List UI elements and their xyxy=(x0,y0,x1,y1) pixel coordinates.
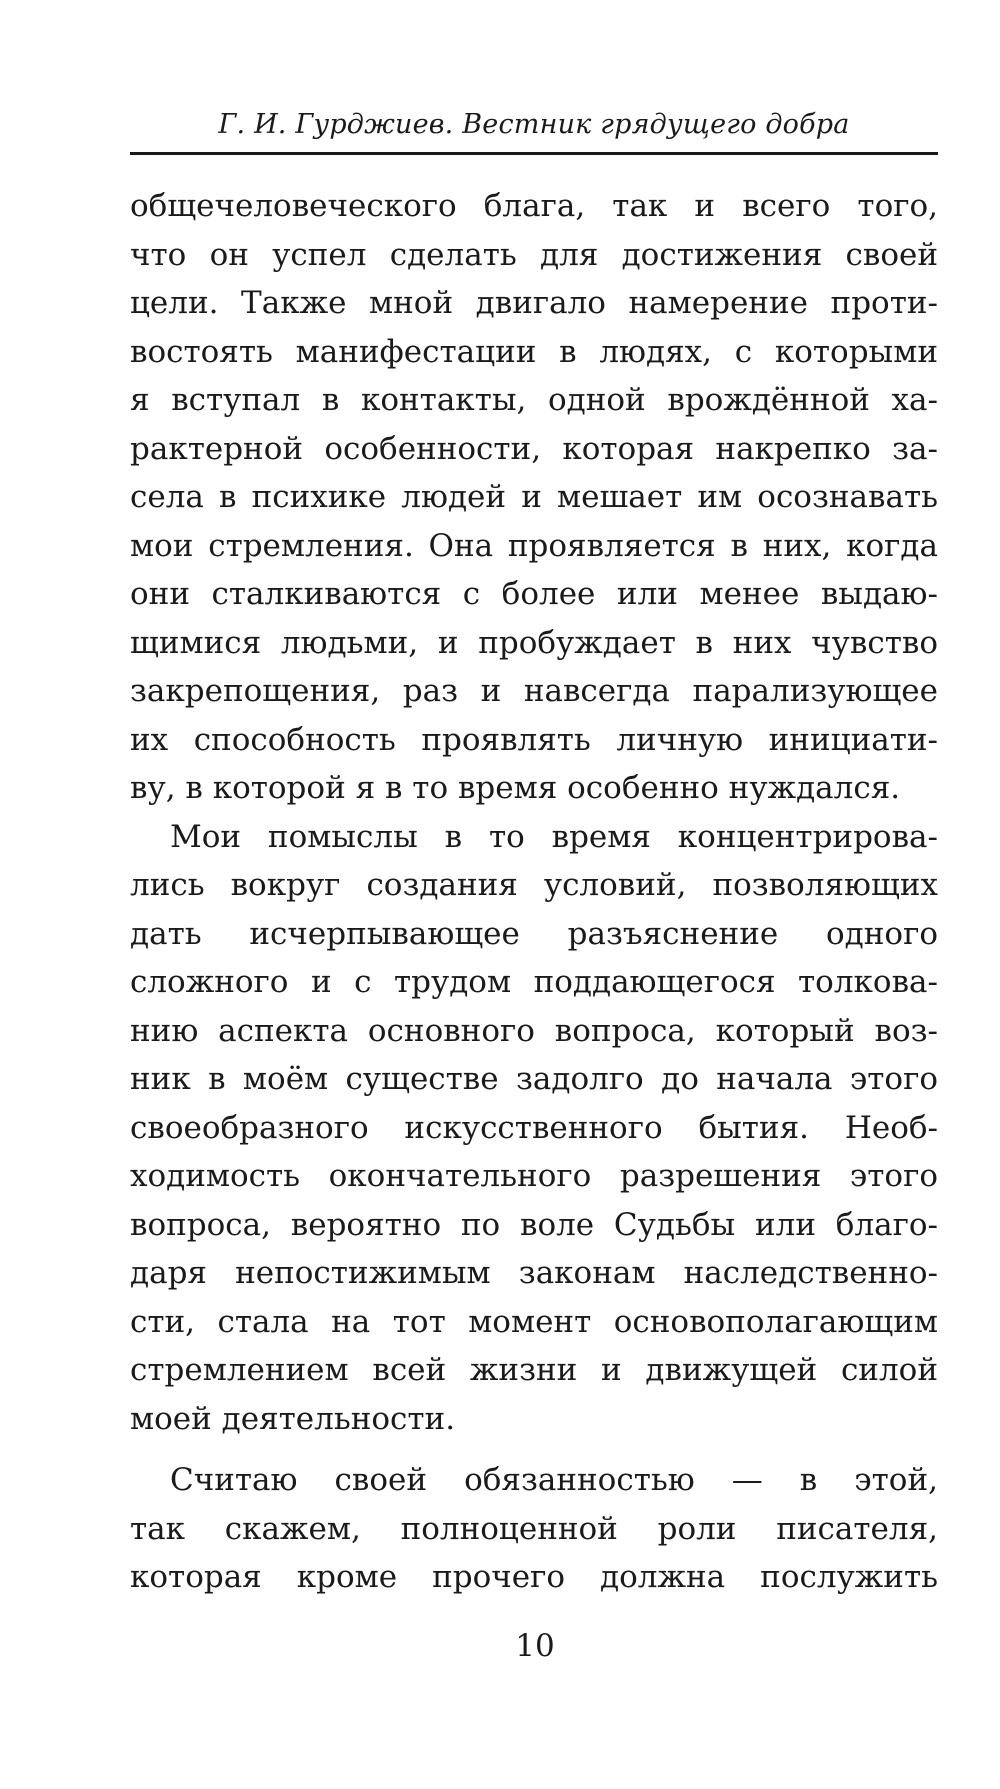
text-line: щимися людьми, и пробуждает в них чувство xyxy=(130,624,938,661)
text-line: закрепощения, раз и навсегда парализующее xyxy=(130,673,938,709)
text-line: даря непостижимым законам наследственно- xyxy=(130,1255,938,1291)
header-rule xyxy=(130,152,938,155)
text-line: дать исчерпывающее разъяснение одного xyxy=(130,915,938,952)
paragraph xyxy=(130,813,938,1444)
text-line: Считаю своей обязанностью — в этой, xyxy=(170,1462,938,1498)
text-line: моей деятельности. xyxy=(130,1400,456,1437)
text-line: сложного и с трудом поддающегося толкова- xyxy=(130,964,938,1000)
text-line: вопроса, вероятно по воле Судьбы или благо- xyxy=(130,1206,938,1243)
text-line: своеобразного искусственного бытия. Необ- xyxy=(130,1109,938,1146)
paragraph xyxy=(130,1456,938,1602)
text-line: лись вокруг создания условий, позволяющих xyxy=(130,867,938,903)
text-line: села в психике людей и мешает им осознавать xyxy=(130,479,938,515)
text-line: востоять манифестации в людях, с которыми xyxy=(130,333,938,370)
text-line: Мои помыслы в то время концентрирова- xyxy=(170,818,938,855)
running-title: Г. И. Гурджиев. Вестник грядущего добра xyxy=(218,109,850,140)
text-line: ву, в которой я в то время особенно нуждался. xyxy=(130,770,901,806)
paragraph xyxy=(130,182,938,813)
text-line: стремлением всей жизни и движущей силой xyxy=(130,1352,938,1388)
text-line: их способность проявлять личную инициати- xyxy=(130,721,938,758)
text-line: рактерной особенности, которая накрепко за- xyxy=(130,430,938,467)
text-line: ник в моём существе задолго до начала этого xyxy=(130,1061,938,1097)
text-line: что он успел сделать для достижения своей xyxy=(130,236,938,273)
page-number: 10 xyxy=(515,1628,555,1664)
text-line: они сталкиваются с более или менее выдаю- xyxy=(130,576,938,612)
text-line: ходимость окончательного разрешения этого xyxy=(130,1158,938,1194)
text-line: так скажем, полноценной роли писателя, xyxy=(130,1510,938,1547)
text-line: которая кроме прочего должна послужить xyxy=(130,1559,938,1595)
text-line: мои стремления. Она проявляется в них, когда xyxy=(130,527,938,564)
text-line: нию аспекта основного вопроса, который воз- xyxy=(130,1012,938,1049)
text-line: я вступал в контакты, одной врождённой ха- xyxy=(130,382,938,418)
body-text xyxy=(130,182,938,1602)
text-line: общечеловеческого блага, так и всего того, xyxy=(130,188,938,224)
text-line: сти, стала на тот момент основополагающим xyxy=(130,1303,938,1340)
text-line: цели. Также мной двигало намерение проти- xyxy=(130,285,938,321)
